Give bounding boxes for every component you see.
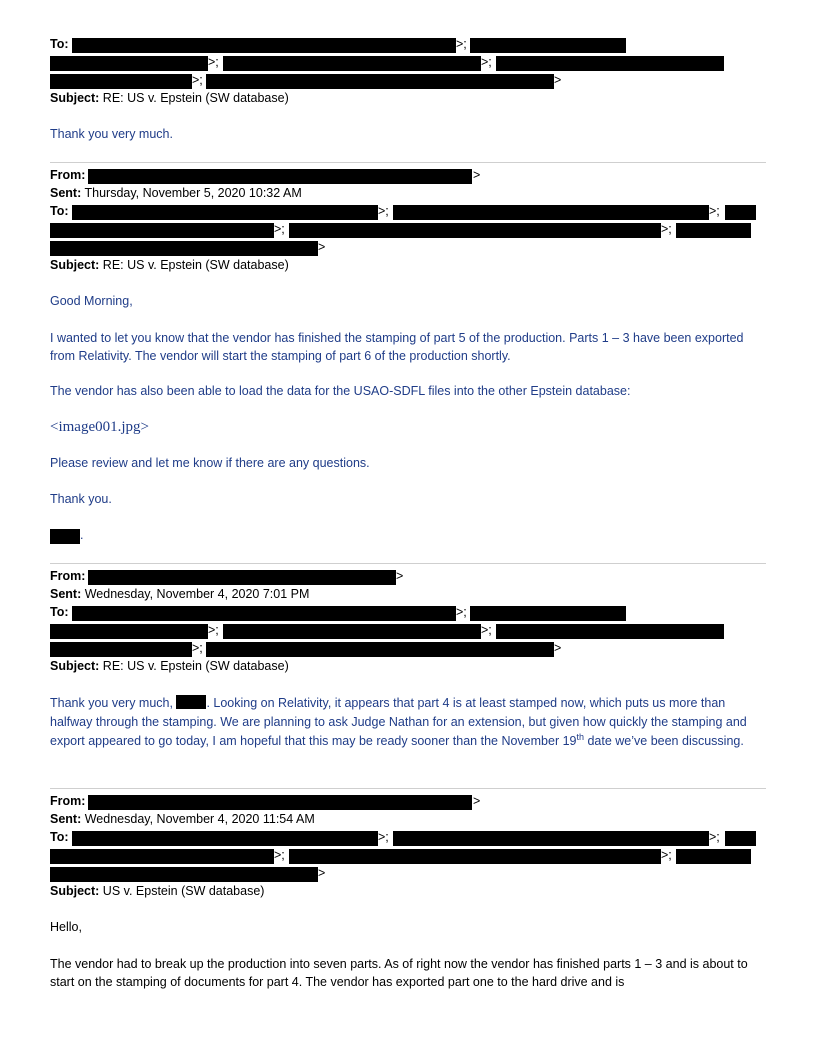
- separator-text: >;: [661, 222, 672, 236]
- separator-text: >;: [709, 830, 720, 844]
- sent-line: Sent: Wednesday, November 4, 2020 11:54 AM: [50, 812, 315, 826]
- redaction-bar: [72, 831, 378, 846]
- redaction-bar: [676, 223, 751, 238]
- separator-text: >;: [208, 623, 219, 637]
- separator-text: >;: [456, 605, 467, 619]
- separator-text: >;: [192, 641, 203, 655]
- to-label: To:: [50, 204, 69, 218]
- redaction-bar: [88, 570, 396, 585]
- redaction-bar: [470, 38, 626, 53]
- image-attachment-placeholder: <image001.jpg>: [50, 419, 149, 435]
- from-label: From:: [50, 794, 86, 808]
- email2-greeting: Good Morning,: [50, 294, 133, 308]
- redaction-bar: [496, 624, 724, 639]
- email1-body: Thank you very much.: [50, 127, 173, 141]
- email2-paragraph: I wanted to let you know that the vendor has finished the stamping of part 5 of the production. Parts 1 – 3 have been exported from Relativity. The vendor will start the stamping of part 6 of the production shortly.: [50, 331, 744, 363]
- redaction-bar: [206, 74, 554, 89]
- separator-text: >: [554, 73, 562, 87]
- redaction-bar: [50, 867, 318, 882]
- separator-text: >: [473, 794, 481, 808]
- email2-paragraph: Please review and let me know if there are any questions.: [50, 456, 370, 470]
- redaction-bar: [50, 849, 274, 864]
- email-divider: [50, 563, 766, 564]
- separator-text: >;: [661, 848, 672, 862]
- subject-line: Subject: RE: US v. Epstein (SW database): [50, 258, 289, 272]
- to-label: To:: [50, 830, 69, 844]
- subject-line: Subject: RE: US v. Epstein (SW database): [50, 91, 289, 105]
- separator-text: >: [318, 240, 326, 254]
- redaction-bar: [725, 831, 756, 846]
- redaction-bar: [223, 624, 481, 639]
- signature-period: .: [80, 528, 84, 542]
- to-label: To:: [50, 37, 69, 51]
- redaction-bar: [50, 74, 192, 89]
- redaction-bar: [176, 695, 206, 709]
- separator-text: >;: [456, 37, 467, 51]
- redaction-bar: [289, 849, 661, 864]
- redaction-bar: [50, 56, 208, 71]
- from-label: From:: [50, 569, 86, 583]
- redaction-bar: [72, 205, 378, 220]
- separator-text: >;: [481, 55, 492, 69]
- redaction-bar: [289, 223, 661, 238]
- sent-line: Sent: Thursday, November 5, 2020 10:32 AM: [50, 186, 302, 200]
- email2-thanks: Thank you.: [50, 492, 112, 506]
- email-divider: [50, 162, 766, 163]
- separator-text: >;: [378, 204, 389, 218]
- separator-text: >: [473, 168, 481, 182]
- redaction-bar: [725, 205, 756, 220]
- sent-line: Sent: Wednesday, November 4, 2020 7:01 PM: [50, 587, 310, 601]
- email-divider: [50, 788, 766, 789]
- redaction-bar: [470, 606, 626, 621]
- subject-line: Subject: US v. Epstein (SW database): [50, 884, 265, 898]
- separator-text: >: [318, 866, 326, 880]
- redaction-bar: [393, 205, 709, 220]
- separator-text: >;: [192, 73, 203, 87]
- redaction-bar: [50, 241, 318, 256]
- separator-text: >: [554, 641, 562, 655]
- email4-greeting: Hello,: [50, 920, 82, 934]
- separator-text: >;: [709, 204, 720, 218]
- from-label: From:: [50, 168, 86, 182]
- redaction-bar: [50, 624, 208, 639]
- redaction-bar: [72, 606, 456, 621]
- redaction-bar: [223, 56, 481, 71]
- separator-text: >;: [481, 623, 492, 637]
- separator-text: >;: [378, 830, 389, 844]
- to-label: To:: [50, 605, 69, 619]
- email2-paragraph: The vendor has also been able to load the data for the USAO-SDFL files into the other Epstein database:: [50, 384, 631, 398]
- separator-text: >: [396, 569, 404, 583]
- separator-text: >;: [274, 222, 285, 236]
- redaction-bar: [50, 223, 274, 238]
- redaction-bar: [50, 529, 80, 544]
- subject-line: Subject: RE: US v. Epstein (SW database): [50, 659, 289, 673]
- email4-paragraph: The vendor had to break up the production into seven parts. As of right now the vendor has finished parts 1 – 3 and is about to start on the stamping of documents for part 4. The vendor has exported part one to the hard drive and is: [50, 957, 748, 989]
- redaction-bar: [676, 849, 751, 864]
- redaction-bar: [50, 642, 192, 657]
- separator-text: >;: [274, 848, 285, 862]
- redaction-bar: [88, 169, 472, 184]
- redaction-bar: [88, 795, 472, 810]
- redaction-bar: [206, 642, 554, 657]
- redaction-bar: [393, 831, 709, 846]
- email3-paragraph: Thank you very much, . Looking on Relativity, it appears that part 4 is at least stamped now, which puts us more than halfway through the stamping. We are planning to ask Judge Nathan for an extension, but given how quickly the stamping and export appeared to go today, I am hopeful that this may be ready sooner than the November 19th date we’ve been discussing.: [50, 696, 747, 748]
- redaction-bar: [72, 38, 456, 53]
- separator-text: >;: [208, 55, 219, 69]
- redaction-bar: [496, 56, 724, 71]
